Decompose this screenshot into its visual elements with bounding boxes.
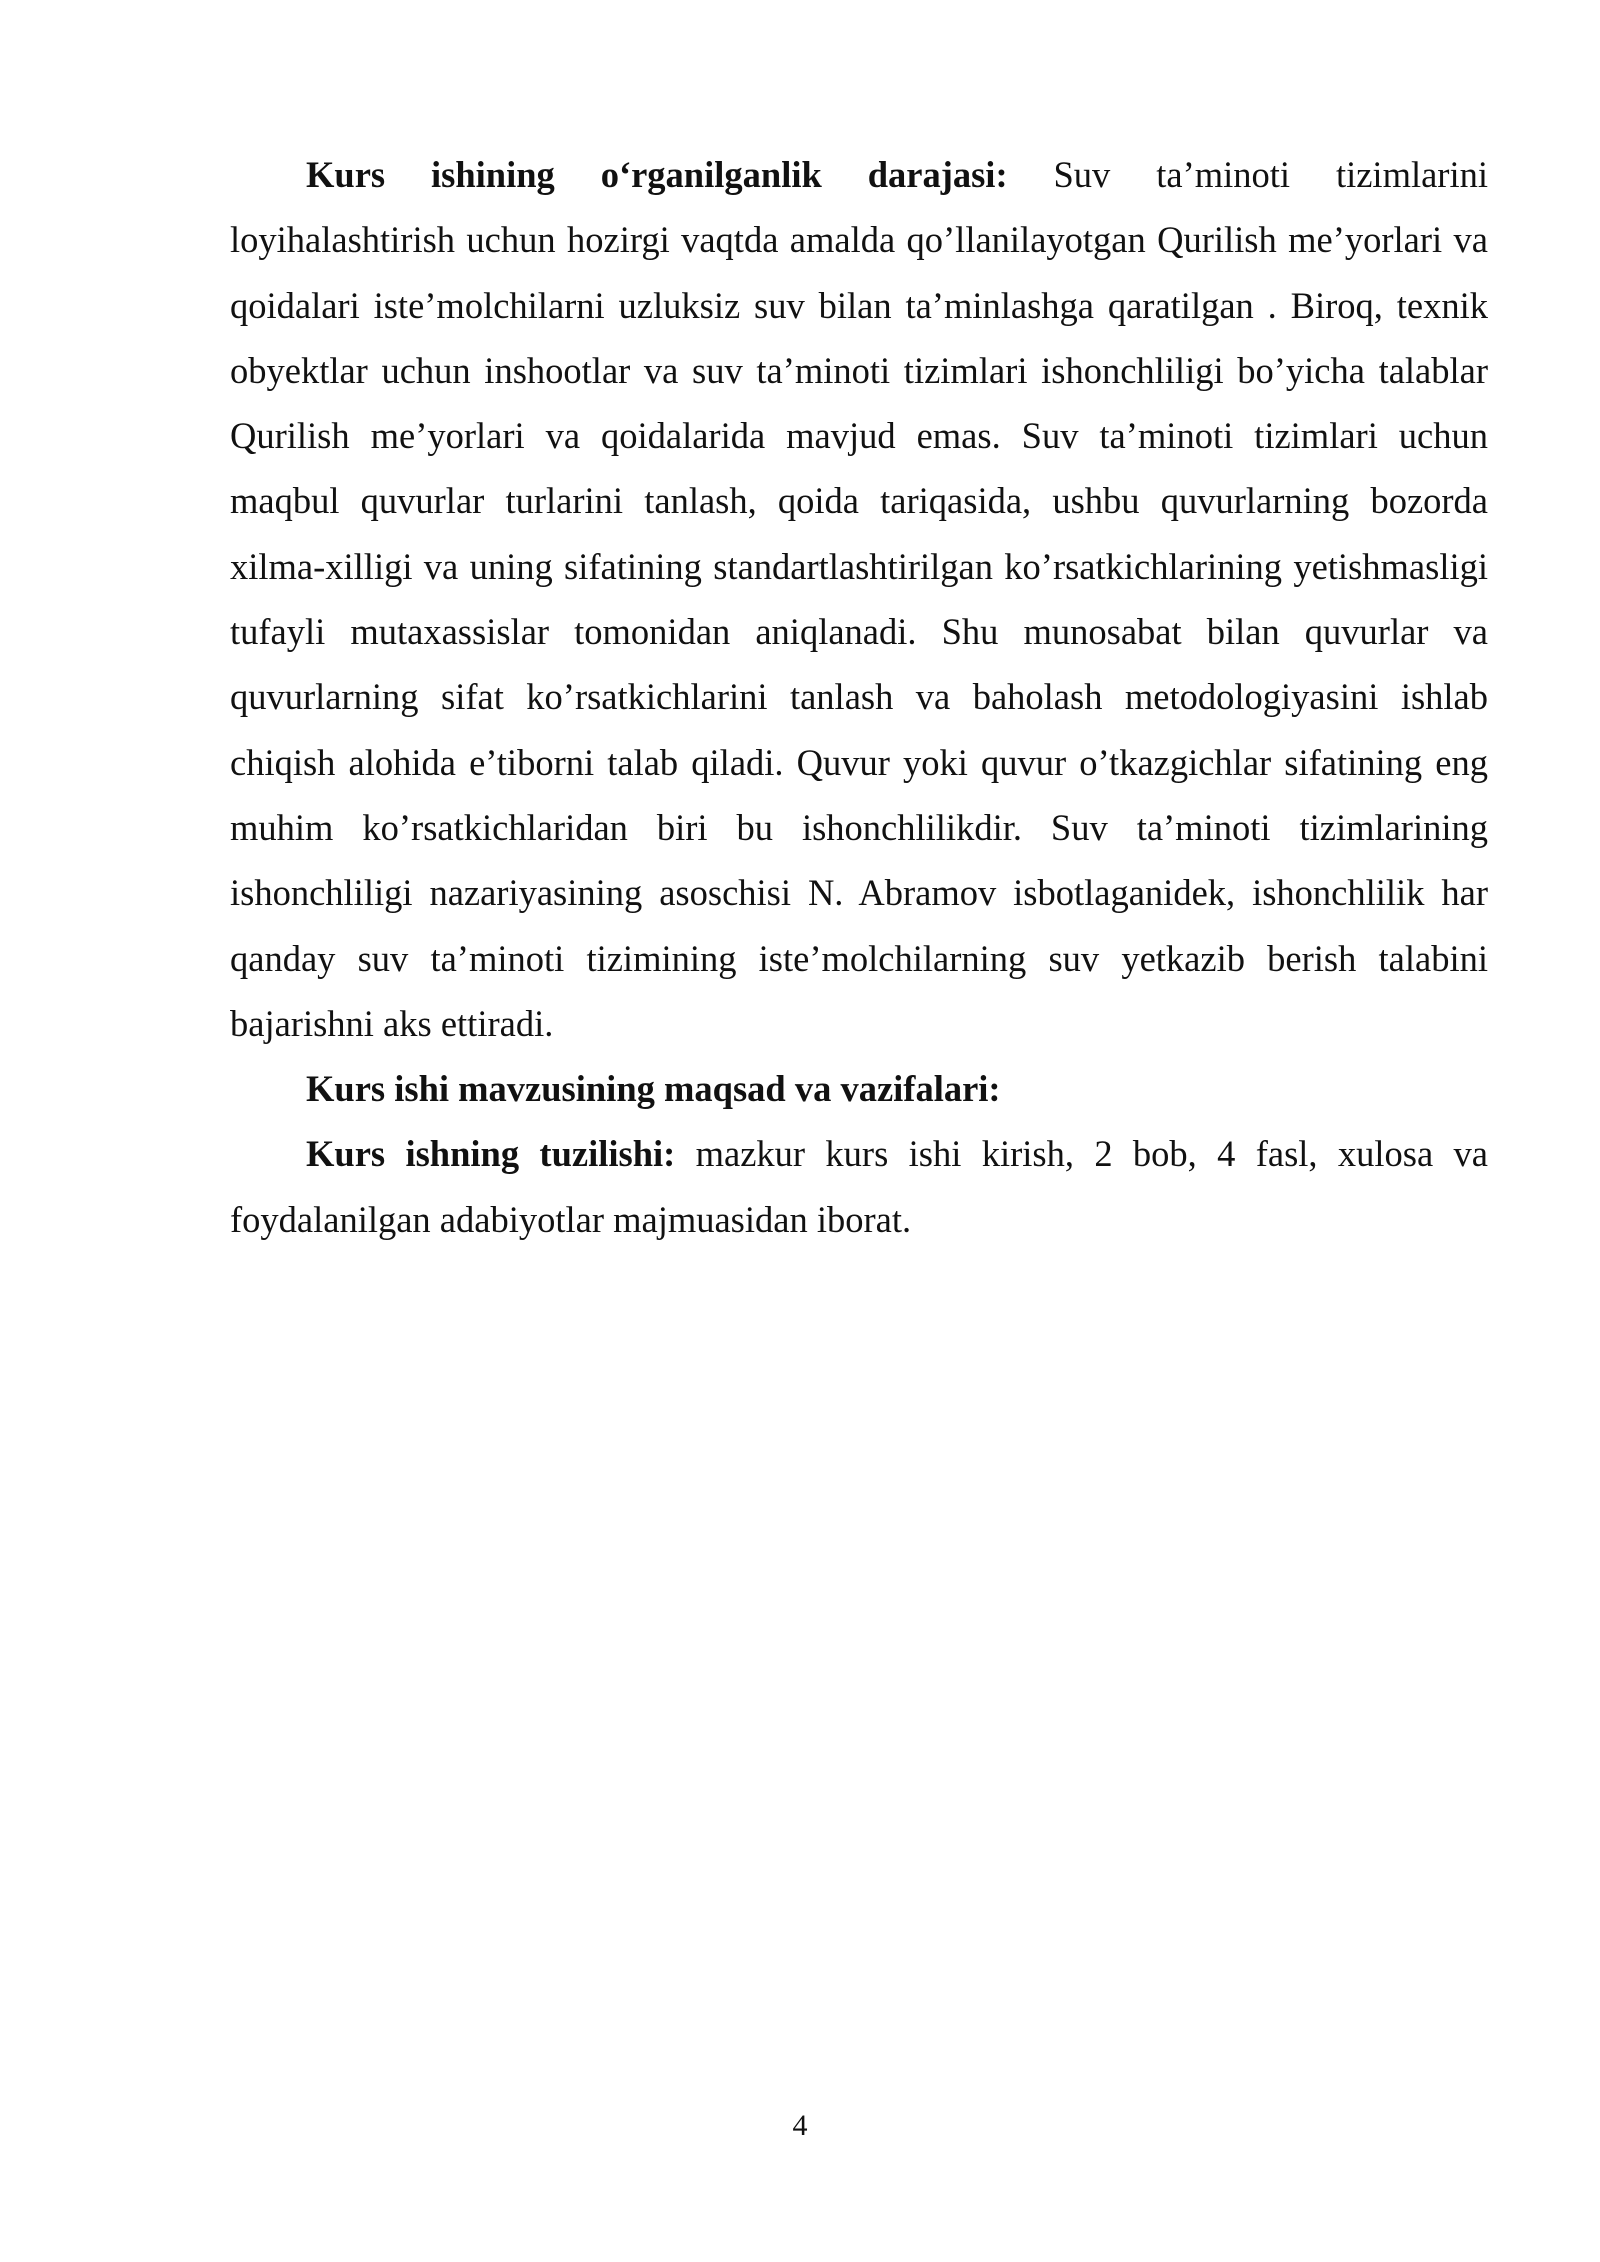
paragraph-study-level <box>230 142 1488 1056</box>
paragraph-goals <box>230 1056 1488 1121</box>
paragraph-structure <box>230 1121 1488 1252</box>
paragraph-study-level-text: Suv ta’minoti tizimlarini loyihalashtirish uchun hozirgi vaqtda amalda qo’llanilayotgan Qurilish me’yorlari va qoidalari iste’molchilarni uzluksiz suv bilan ta’minlashga qaratilgan . Biroq, texnik obyektlar uchun inshootlar va suv ta’minoti tizimlari ishonchliligi bo’yicha talablar Qurilish me’yorlari va qoidalarida mavjud emas. Suv ta’minoti tizimlari uchun maqbul quvurlar turlarini tanlash, qoida tariqasida, ushbu quvurlarning bozorda xilma-xilligi va uning sifatining standartlashtirilgan ko’rsatkichlarining yetishmasligi tufayli mutaxassislar tomonidan aniqlanadi. Shu munosabat bilan quvurlar va quvurlarning sifat ko’rsatkichlarini tanlash va baholash metodologiyasini ishlab chiqish alohida e’tiborni talab qiladi. Quvur yoki quvur o’tkazgichlar sifatining eng muhim ko’rsatkichlaridan biri bu ishonchlilikdir. Suv ta’minoti tizimlarining ishonchliligi nazariyasining asoschisi N. Abramov isbotlaganidek, ishonchlilik har qanday suv ta’minoti tizimining iste’molchilarning suv yetkazib berish talabini bajarishni aks ettiradi. <box>230 154 1488 1044</box>
page-number: 4 <box>792 2109 808 2142</box>
heading-goals: Kurs ishi mavzusining maqsad va vazifalari: <box>306 1068 1001 1110</box>
heading-study-level: Kurs ishining o‘rganilganlik darajasi: <box>306 154 1008 195</box>
heading-structure: Kurs ishning tuzilishi: <box>306 1133 676 1175</box>
body-text <box>230 142 1488 1252</box>
paragraph-structure-text: mazkur kurs ishi kirish, 2 bob, 4 fasl, xulosa va foydalanilgan adabiyotlar majmuasidan iborat. <box>230 1133 1488 1240</box>
